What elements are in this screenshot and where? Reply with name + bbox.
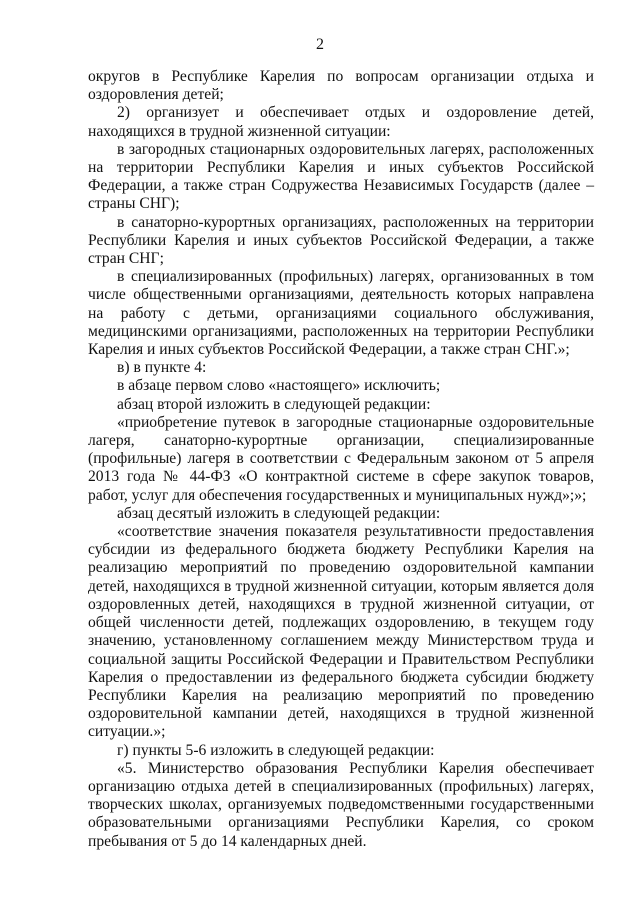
paragraph-sanatorium: в санаторно-курортных организациях, расположенных на территории Республики Карелия и иных субъектов Российской Федерации, а также стран СНГ; — [88, 213, 594, 268]
paragraph-subitem-v: в) в пункте 4: — [117, 359, 207, 377]
paragraph-first-abzac: в абзаце первом слово «настоящего» исключить; — [117, 377, 441, 395]
paragraph-tenth-abzac: абзац десятый изложить в следующей редакции: — [117, 504, 441, 522]
paragraph-specialized-camps: в специализированных (профильных) лагерях, организованных в том числе общественными организациями, деятельность которых направлена на работу с детьми, организациями социального обслуживания, медицинскими организациями, расположенных на территории Республики Карелия и иных субъектов Российской Федерации, а также стран СНГ.»; — [88, 268, 594, 359]
paragraph-vouchers: «приобретение путевок в загородные стационарные оздоровительные лагеря, санаторно-курортные организации, специализированные (профильные) лагеря в соответствии с Федеральным законом от 5 апреля 2013 года № 44-ФЗ «О контрактной системе в сфере закупок товаров, работ, услуг для обеспечения государственных и муниципальных нужд»;»; — [88, 413, 594, 504]
paragraph-item-5: «5. Министерство образования Республики Карелия обеспечивает организацию отдыха детей в специализированных (профильных) лагерях, творческих школах, организуемых подведомственными государственными образовательными организациями Республики Карелия, со сроком пребывания от 5 до 14 календарных дней. — [88, 759, 594, 850]
paragraph-indicator: «соответствие значения показателя результативности предоставления субсидии из федерального бюджета бюджету Республики Карелия на реализацию мероприятий по проведению оздоровительной кампании детей, находящихся в трудной жизненной ситуации, которым является доля оздоровленных детей, находящихся в трудной жизненной ситуации, от общей численности детей, подлежащих оздоровлению, в текущем году значению, установленному соглашением между Министерством труда и социальной защиты Российской Федерации и Правительством Республики Карелия о предоставлении из федерального бюджета субсидии бюджету Республики Карелия на реализацию мероприятий по проведению оздоровительной кампании детей, находящихся в трудной жизненной ситуации.»; — [88, 523, 594, 741]
paragraph-item-2: 2) организует и обеспечивает отдых и оздоровление детей, находящихся в трудной жизненной ситуации: — [88, 104, 594, 140]
page-number: 2 — [316, 36, 324, 53]
paragraph-continuation: округов в Республике Карелия по вопросам организации отдыха и оздоровления детей; — [88, 68, 594, 104]
paragraph-subitem-g: г) пункты 5-6 изложить в следующей редакции: — [117, 741, 435, 759]
document-body — [88, 68, 594, 851]
paragraph-second-abzac: абзац второй изложить в следующей редакции: — [117, 395, 431, 413]
paragraph-country-camps: в загородных стационарных оздоровительных лагерях, расположенных на территории Республики Карелия и иных субъектов Российской Федерации, а также стран Содружества Независимых Государств (далее – страны СНГ); — [88, 140, 594, 213]
